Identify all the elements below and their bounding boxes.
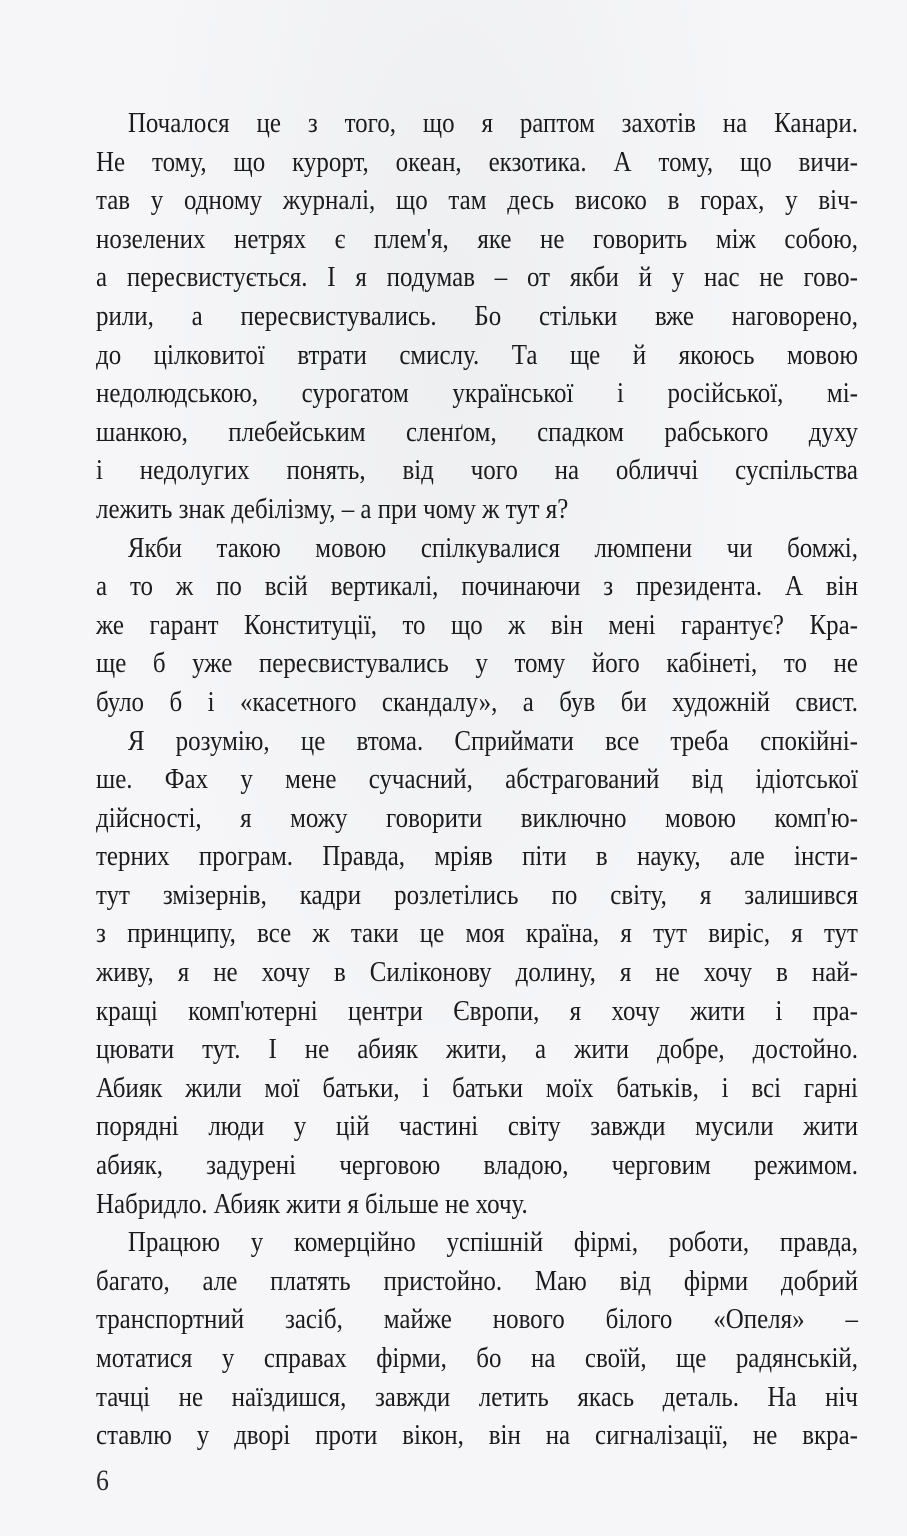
paragraph-2	[96, 529, 858, 722]
text-line: було б і «касетного скандалу», а був би художній свист.	[96, 685, 858, 718]
text-line: до цілковитої втрати смислу. Та ще й якоюсь мовою	[96, 338, 858, 371]
text-line: нозелених нетрях є плем'я, яке не говорить між собою,	[96, 222, 858, 255]
text-line: а пересвистується. І я подумав – от якби й у нас не гово-	[96, 261, 858, 294]
text-line: кращі комп'ютерні центри Європи, я хочу жити і пра-	[96, 994, 858, 1027]
text-line: живу, я не хочу в Силіконову долину, я не хочу в най-	[96, 956, 858, 989]
text-line: дійсності, я можу говорити виключно мовою комп'ю-	[96, 801, 858, 834]
text-line: же гарант Конституції, то що ж він мені гарантує? Кра-	[96, 608, 858, 641]
text-line: а то ж по всій вертикалі, починаючи з президента. А він	[96, 570, 858, 603]
text-line: Набридло. Абияк жити я більше не хочу.	[96, 1187, 528, 1220]
text-line: Не тому, що курорт, океан, екзотика. А тому, що вичи-	[96, 145, 858, 178]
text-line: тачці не наїздишся, завжди летить якась деталь. На ніч	[96, 1380, 858, 1413]
text-line: ще б уже пересвистувались у тому його кабінеті, то не	[96, 647, 858, 680]
text-line: багато, але платять пристойно. Маю від фірми добрий	[96, 1264, 858, 1297]
text-line: лежить знак дебілізму, – а при чому ж тут я?	[96, 492, 569, 525]
text-line: абияк, задурені черговою владою, черговим режимом.	[96, 1149, 858, 1182]
text-line: Працюю у комерційно успішній фірмі, роботи, правда,	[127, 1226, 858, 1259]
text-line: Я розумію, це втома. Сприймати все треба спокійні-	[127, 724, 858, 757]
text-line: тут змізернів, кадри розлетілись по світу, я залишився	[96, 878, 858, 911]
paragraph-4	[96, 1223, 858, 1455]
paragraph-1	[96, 104, 858, 529]
text-line: транспортний засіб, майже нового білого «Опеля» –	[96, 1303, 858, 1336]
body-text	[96, 104, 858, 1455]
text-line: і недолугих понять, від чого на обличчі суспільства	[96, 454, 858, 487]
text-line: мотатися у справах фірми, бо на своїй, ще радянській,	[96, 1342, 858, 1374]
text-line: порядні люди у цій частині світу завжди мусили жити	[96, 1110, 858, 1143]
text-line: Якби такою мовою спілкувалися люмпени чи бомжі,	[127, 531, 858, 564]
text-line: з принципу, все ж таки це моя країна, я тут виріс, я тут	[96, 917, 858, 950]
text-line: ше. Фах у мене сучасний, абстрагований від ідіотської	[96, 763, 858, 796]
text-line: Абияк жили мої батьки, і батьки моїх батьків, і всі гарні	[96, 1071, 858, 1104]
text-line: тав у одному журналі, що там десь високо в горах, у віч-	[96, 184, 858, 217]
text-line: недолюдською, сурогатом української і російської, мі-	[96, 377, 858, 410]
text-line: цювати тут. І не абияк жити, а жити добре, достойно.	[96, 1033, 858, 1066]
paragraph-3	[96, 722, 858, 1224]
text-line: шанкою, плебейським сленґом, спадком рабського духу	[96, 415, 858, 448]
text-line: терних програм. Правда, мріяв піти в науку, але інсти-	[96, 840, 858, 873]
text-line: рили, а пересвистувались. Бо стільки вже наговорено,	[96, 299, 858, 332]
text-line: ставлю у дворі проти вікон, він на сигналізації, не вкра-	[96, 1419, 858, 1452]
text-line: Почалося це з того, що я раптом захотів на Канари.	[127, 107, 858, 139]
page-number: 6	[96, 1464, 109, 1497]
